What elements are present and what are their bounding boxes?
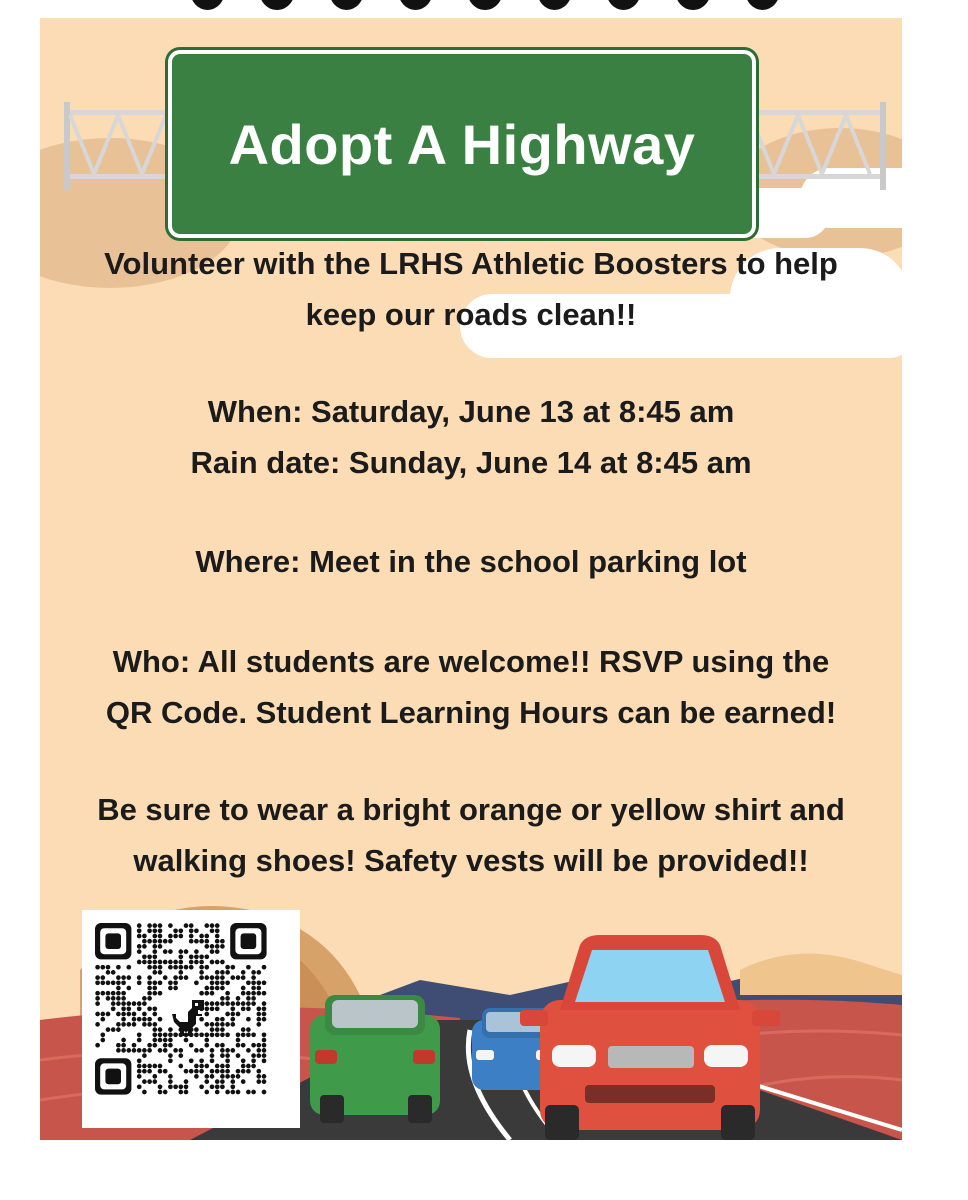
when-line-2: Rain date: Sunday, June 14 at 8:45 am bbox=[190, 445, 752, 480]
dinosaur-icon bbox=[172, 1000, 204, 1036]
who-line-1: Who: All students are welcome!! RSVP using the bbox=[112, 644, 830, 679]
attire-text bbox=[40, 784, 902, 886]
who-line-2: QR Code. Student Learning Hours can be earned! bbox=[105, 695, 837, 730]
red-car bbox=[520, 935, 780, 1140]
intro-line-1: Volunteer with the LRHS Athletic Boosters to help bbox=[104, 246, 838, 281]
gantry-right bbox=[746, 102, 886, 190]
qr-code-pattern bbox=[82, 910, 300, 1128]
when-text bbox=[40, 386, 902, 488]
intro-text bbox=[40, 238, 902, 340]
flyer bbox=[40, 18, 902, 1140]
intro-line-2: keep our roads clean!! bbox=[305, 297, 637, 332]
attire-line-1: Be sure to wear a bright orange or yellow shirt and bbox=[97, 792, 845, 827]
gantry-left bbox=[64, 102, 174, 190]
where-line-1: Where: Meet in the school parking lot bbox=[195, 544, 747, 579]
cropped-header-fragment bbox=[0, 0, 968, 14]
where-text bbox=[40, 536, 902, 587]
highway-sign bbox=[168, 50, 756, 238]
qr-code[interactable] bbox=[82, 910, 300, 1128]
attire-line-2: walking shoes! Safety vests will be provided!! bbox=[133, 843, 809, 878]
who-text bbox=[40, 636, 902, 738]
when-line-1: When: Saturday, June 13 at 8:45 am bbox=[207, 394, 735, 429]
sign-title: Adopt A Highway bbox=[228, 112, 696, 176]
green-car bbox=[310, 995, 440, 1123]
